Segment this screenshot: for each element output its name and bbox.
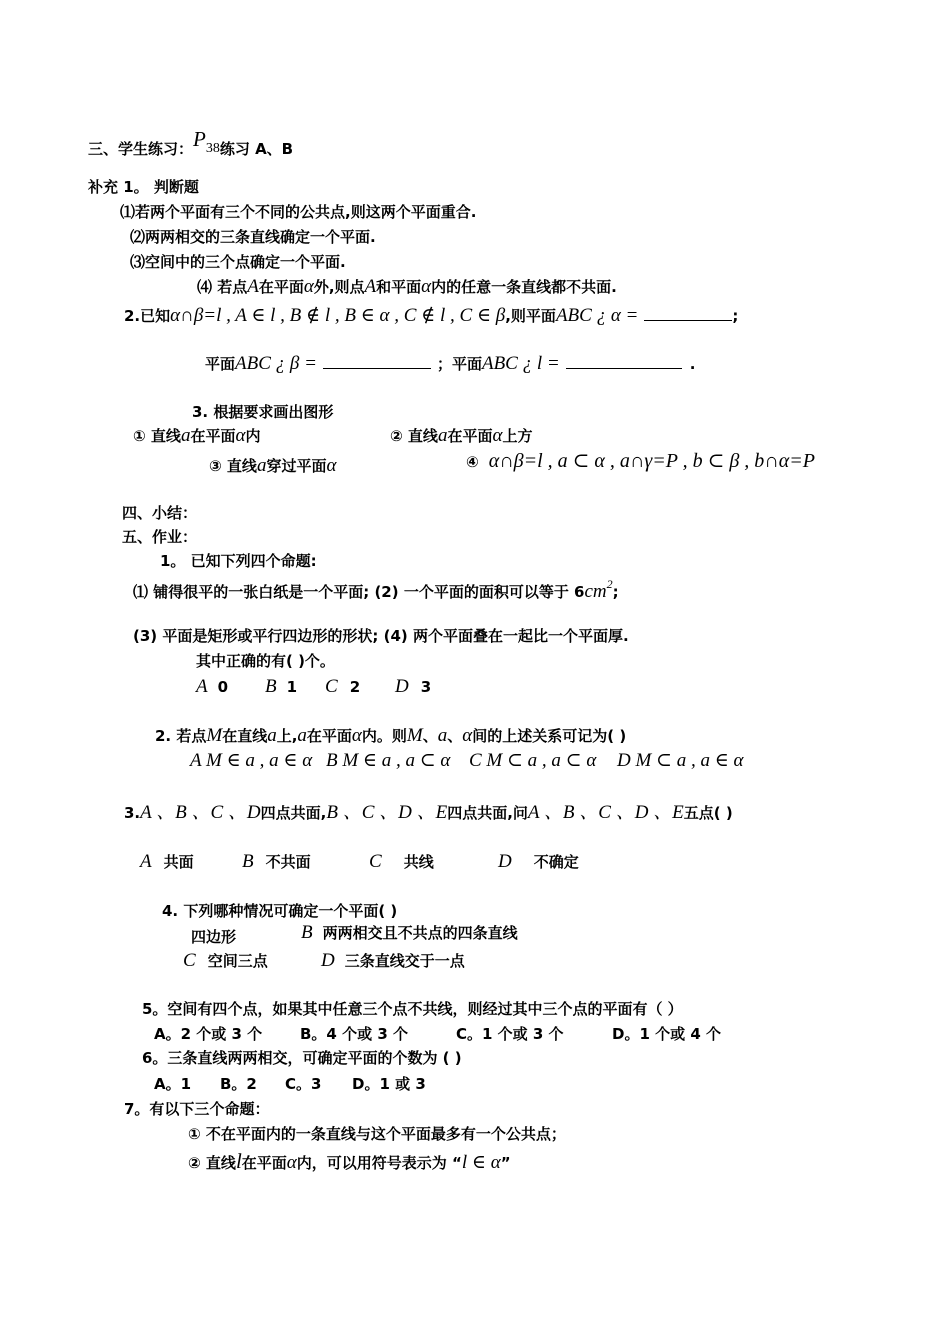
math-m: M xyxy=(206,725,223,746)
math-alpha: α xyxy=(235,425,246,446)
text: ③ 直线 xyxy=(209,457,257,475)
option-key: B xyxy=(301,922,313,943)
hw5-option-d[interactable]: D。1 个或 4 个 xyxy=(612,1025,721,1043)
math-abc-beta: ABC ¿ β = xyxy=(235,353,317,374)
math-point-a: A xyxy=(364,276,377,297)
math-alpha: α xyxy=(421,276,432,297)
hw2-option-c[interactable]: C M ⊂ a , a ⊂ α xyxy=(469,750,597,771)
hw3-question xyxy=(124,803,733,823)
hw5-option-c[interactable]: C。1 个或 3 个 xyxy=(456,1025,564,1043)
supplement-2-line2 xyxy=(205,354,695,374)
math-alpha: α xyxy=(492,425,503,446)
text: 在平面 xyxy=(190,427,236,445)
hw4-option-b[interactable] xyxy=(301,923,518,943)
hw6-option-b[interactable]: B。2 xyxy=(220,1075,257,1093)
text: 3. xyxy=(124,804,141,822)
hw6-option-c[interactable]: C。3 xyxy=(285,1075,322,1093)
math-cm: cm xyxy=(584,581,607,602)
judge-item-2: ⑵两两相交的三条直线确定一个平面. xyxy=(130,228,376,246)
text: ② 直线 xyxy=(390,427,438,445)
text: 内，可以用符号表示为 “ xyxy=(296,1154,462,1172)
hw1-option-a[interactable] xyxy=(196,677,228,697)
text: 平面 xyxy=(451,355,482,373)
text: ; xyxy=(612,583,619,601)
option-key: D xyxy=(498,851,512,872)
option-key: C xyxy=(369,851,382,872)
math-a: a xyxy=(256,455,267,476)
option-key: B xyxy=(242,851,254,872)
text: 上方 xyxy=(502,427,533,445)
text: ； xyxy=(436,355,452,373)
text: 五点( ) xyxy=(683,804,733,822)
hw4-question: 4. 下列哪种情况可确定一个平面( ) xyxy=(162,902,398,920)
option-value: 共线 xyxy=(403,853,434,871)
hw4-option-c[interactable] xyxy=(183,951,268,971)
option-value: 共面 xyxy=(163,853,194,871)
math-points-abcd: A 、B 、C 、D xyxy=(140,802,261,823)
text: ① 直线 xyxy=(133,427,181,445)
text: 内的任意一条直线都不共面. xyxy=(431,278,617,296)
math-abc-alpha: ABC ¿ α = xyxy=(555,305,639,326)
hw5-option-a[interactable]: A。2 个或 3 个 xyxy=(154,1025,263,1043)
option-value: 空间三点 xyxy=(207,952,268,970)
math-alpha: α xyxy=(303,276,314,297)
option-value: 2 xyxy=(349,678,361,696)
math-m: M xyxy=(406,725,423,746)
text: 穿过平面 xyxy=(266,457,327,475)
option-key: A xyxy=(196,676,208,697)
supplement-3-title: 3. 根据要求画出图形 xyxy=(192,403,334,421)
option-value: 不共面 xyxy=(265,853,311,871)
draw-item-2 xyxy=(390,426,532,446)
text: 和平面 xyxy=(376,278,422,296)
math-a: a xyxy=(437,425,448,446)
option-value: 3 xyxy=(420,678,432,696)
text: . xyxy=(689,355,696,373)
hw3-option-c[interactable] xyxy=(369,852,434,872)
hw2-option-d[interactable]: D M ⊂ a , a ∈ α xyxy=(617,750,744,771)
section-label: 三、学生练习： xyxy=(88,140,194,158)
hw6-option-a[interactable]: A。1 xyxy=(154,1075,192,1093)
text: 内 xyxy=(245,427,261,445)
math-a: a xyxy=(437,725,448,746)
math-superscript: 2 xyxy=(606,577,613,591)
option-value: 两两相交且不共点的四条直线 xyxy=(322,924,518,942)
hw6-option-d[interactable]: D。1 或 3 xyxy=(352,1075,426,1093)
hw1-title: 1。 已知下列四个命题: xyxy=(160,552,317,570)
math-alpha: α xyxy=(326,455,337,476)
text: 在平面 xyxy=(241,1154,287,1172)
hw3-option-a[interactable] xyxy=(140,852,194,872)
section-5-homework: 五、作业： xyxy=(122,528,198,546)
hw2-option-b[interactable]: B M ∈ a , a ⊂ α xyxy=(326,750,451,771)
hw5-option-b[interactable]: B。4 个或 3 个 xyxy=(300,1025,408,1043)
hw2-option-a[interactable]: A M ∈ a , a ∈ α xyxy=(190,750,313,771)
supplement-2-line1: 2.已知α∩β=l , A ∈ l , B ∉ l , B ∈ α , C ∉ l , C ∈ β,则平面ABC ¿ α = ; xyxy=(124,305,739,326)
draw-item-1 xyxy=(133,426,260,446)
option-key: B xyxy=(265,676,277,697)
math-l-in-alpha: l ∈ α xyxy=(461,1152,501,1173)
text: 平面 xyxy=(205,355,236,373)
math-a: a xyxy=(267,725,277,746)
hw7-title: 7。有以下三个命题： xyxy=(124,1100,270,1118)
option-value: 0 xyxy=(217,678,229,696)
text: 2. 若点 xyxy=(155,727,207,745)
judge-item-3: ⑶空间中的三个点确定一个平面. xyxy=(130,253,346,271)
text: 外,则点 xyxy=(313,278,365,296)
hw3-option-b[interactable] xyxy=(242,852,311,872)
math-l: l xyxy=(235,1149,242,1173)
text: 四点共面,问 xyxy=(447,804,528,822)
math-p-subscript: 38 xyxy=(205,141,220,156)
draw-item-3 xyxy=(209,456,336,476)
option-value: 三条直线交于一点 xyxy=(344,952,465,970)
text: 2.已知 xyxy=(124,307,171,325)
hw7-statement-2 xyxy=(188,1151,511,1173)
hw3-option-d[interactable] xyxy=(498,852,579,872)
math-points-abcde: A 、B 、C 、D 、E xyxy=(527,802,684,823)
answer-blank-2[interactable] xyxy=(323,354,431,369)
hw4-option-a[interactable]: 四边形 xyxy=(191,928,237,946)
exercise-ref: 练习 A、B xyxy=(219,140,294,158)
text: ⑷ 若点 xyxy=(197,278,248,296)
text: 内。则 xyxy=(361,727,407,745)
option-key: D xyxy=(321,950,335,971)
judge-item-4 xyxy=(197,277,617,297)
math-alpha: α xyxy=(351,725,362,746)
hw1-line2: (3) 平面是矩形或平行四边形的形状; (4) 两个平面叠在一起比一个平面厚. xyxy=(133,627,629,645)
text: ,则平面 xyxy=(505,307,556,325)
option-key: D xyxy=(395,676,409,697)
text: 四点共面, xyxy=(260,804,327,822)
option-key: A xyxy=(140,851,152,872)
math-points-bcde: B 、C 、D 、E xyxy=(326,802,448,823)
hw1-line1 xyxy=(133,577,619,603)
option-value: 1 xyxy=(286,678,298,696)
math-a: a xyxy=(297,725,307,746)
math-a: a xyxy=(180,425,191,446)
text: 在平面 xyxy=(447,427,493,445)
hw1-option-b[interactable] xyxy=(265,677,297,697)
hw2-question xyxy=(155,726,626,746)
text: ” xyxy=(500,1154,511,1172)
supplement-1-title: 补充 1。 判断题 xyxy=(88,178,199,196)
hw4-option-d[interactable] xyxy=(321,951,465,971)
text: ④ xyxy=(466,453,479,471)
text: 、 xyxy=(422,727,438,745)
math-abc-l: ABC ¿ l = xyxy=(481,353,560,374)
section-4-summary: 四、小结： xyxy=(122,504,198,522)
math-alpha: α xyxy=(462,725,473,746)
text: 在平面 xyxy=(306,727,352,745)
answer-blank-3[interactable] xyxy=(566,354,682,369)
text: 间的上述关系可记为( ) xyxy=(472,727,627,745)
text: 在直线 xyxy=(222,727,268,745)
math-alpha: α xyxy=(286,1152,297,1173)
draw-item-4 xyxy=(466,451,815,472)
text: ⑴ 铺得很平的一张白纸是一个平面; (2) 一个平面的面积可以等于 6 xyxy=(133,583,585,601)
hw1-question: 其中正确的有( )个。 xyxy=(196,652,335,670)
text: 上, xyxy=(276,727,298,745)
hw1-option-c[interactable] xyxy=(325,677,360,697)
math-condition: α∩β=l , A ∈ l , B ∉ l , B ∈ α , C ∉ l , C ∈ β xyxy=(170,305,506,326)
text: 在平面 xyxy=(258,278,304,296)
math-point-a: A xyxy=(247,276,259,297)
section-3-heading xyxy=(88,127,294,161)
text: ② 直线 xyxy=(188,1154,236,1172)
hw6-question: 6。三条直线两两相交，可确定平面的个数为 ( ) xyxy=(142,1049,462,1067)
hw7-statement-1: ① 不在平面内的一条直线与这个平面最多有一个公共点； xyxy=(188,1125,566,1143)
math-intersection-condition: α∩β=l , a ⊂ α , a∩γ=P , b ⊂ β , b∩α=P xyxy=(488,450,815,472)
judge-item-1: ⑴若两个平面有三个不同的公共点,则这两个平面重合. xyxy=(120,203,477,221)
text: 、 xyxy=(447,727,463,745)
option-key: C xyxy=(325,676,338,697)
option-key: C xyxy=(183,950,196,971)
option-value: 不确定 xyxy=(533,853,579,871)
hw5-question: 5。空间有四个点，如果其中任意三个点不共线，则经过其中三个点的平面有（ ） xyxy=(142,1000,683,1018)
hw1-option-d[interactable] xyxy=(395,677,431,697)
answer-blank-1[interactable] xyxy=(644,306,732,321)
math-p: P xyxy=(193,127,206,151)
